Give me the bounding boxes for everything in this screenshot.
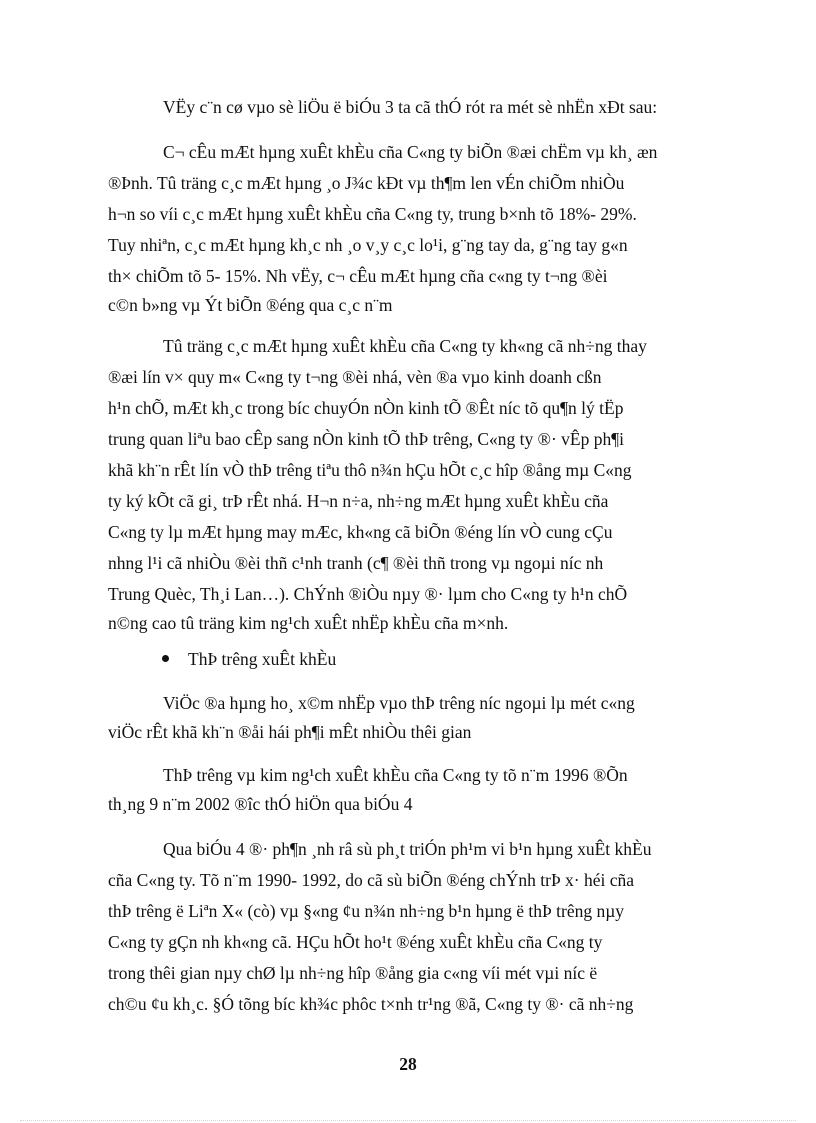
text-line: th¸ng 9 n¨m 2002 ®îc thÓ hiÖn qua biÓu 4 <box>108 794 413 814</box>
text-line: ®Þnh. Tû träng c¸c mÆt hµng ¸o J¾c kÐt vµ th¶m len vÉn chiÕm nhiÒu <box>108 173 625 193</box>
bullet-heading: ThÞ trêng xuÊt khÈu <box>188 649 337 669</box>
text-line: ThÞ trêng vµ kim ng¹ch xuÊt khÈu cña C«ng ty tõ n¨m 1996 ®Õn <box>163 765 628 785</box>
text-line: C¬ cÊu mÆt hµng xuÊt khÈu cña C«ng ty biÕn ®æi chËm vµ kh¸ æn <box>163 142 658 162</box>
text-line: khã kh¨n rÊt lín vÒ thÞ trêng tiªu thô n¾n hÇu hÕt c¸c hîp ®ång mµ C«ng <box>108 460 632 480</box>
text-line: ch©u ¢u kh¸c. §Ó tõng bíc kh¾c phôc t×nh tr¹ng ®ã, C«ng ty ®· cã nh÷ng <box>108 994 634 1014</box>
text-line: h¬n so víi c¸c mÆt hµng xuÊt khÈu cña C«ng ty, trung b×nh tõ 18%- 29%. <box>108 204 637 224</box>
text-line: n©ng cao tû träng kim ng¹ch xuÊt nhËp khÈu cña m×nh. <box>108 613 509 633</box>
text-line: Tû träng c¸c mÆt hµng xuÊt khÈu cña C«ng ty kh«ng cã nh÷ng thay <box>163 336 647 356</box>
page-number: 28 <box>399 1054 417 1074</box>
text-line: h¹n chÕ, mÆt kh¸c trong bíc chuyÓn nÒn kinh tÕ ®Êt níc tõ qu¶n lý tËp <box>108 398 624 418</box>
text-line: C«ng ty lµ mÆt hµng may mÆc, kh«ng cã biÕn ®éng lín vÒ cung cÇu <box>108 522 613 542</box>
text-line: C«ng ty gÇn nh kh«ng cã. HÇu hÕt ho¹t ®éng xuÊt khÈu cña C«ng ty <box>108 932 603 952</box>
text-line: th× chiÕm tõ 5- 15%. Nh vËy, c¬ cÊu mÆt hµng cña c«ng ty t¬ng ®èi <box>108 266 608 286</box>
text-line: Tuy nhiªn, c¸c mÆt hµng kh¸c nh ¸o v¸y c¸c lo¹i, g¨ng tay da, g¨ng tay g«n <box>108 235 628 255</box>
text-line: thÞ trêng ë Liªn X« (cò) vµ §«ng ¢u n¾n nh÷ng b¹n hµng ë thÞ trêng nµy <box>108 901 625 921</box>
page-edge-divider <box>20 1120 796 1121</box>
text-line: Trung Quèc, Th¸i Lan…). ChÝnh ®iÒu nµy ®· lµm cho C«ng ty h¹n chÕ <box>108 584 628 604</box>
text-line: trong thêi gian nµy chØ lµ nh÷ng hîp ®ång gia c«ng víi mét vµi níc ë <box>108 963 598 983</box>
text-line: viÖc rÊt khã kh¨n ®åi hái ph¶i mÊt nhiÒu thêi gian <box>108 722 472 742</box>
text-line: cña C«ng ty. Tõ n¨m 1990- 1992, do cã sù biÕn ®éng chÝnh trÞ x· héi cña <box>108 870 635 890</box>
text-line: ty ký kÕt cã gi¸ trÞ rÊt nhá. H¬n n÷a, nh÷ng mÆt hµng xuÊt khÈu cña <box>108 491 609 511</box>
text-line: ViÖc ®a hµng ho¸ x©m nhËp vµo thÞ trêng níc ngoµi lµ mét c«ng <box>163 693 635 713</box>
text-line: Qua biÓu 4 ®· ph¶n ¸nh râ sù ph¸t triÓn ph¹m vi b¹n hµng xuÊt khÈu <box>163 839 652 859</box>
text-line: VËy c¨n cø vµo sè liÖu ë biÓu 3 ta cã thÓ rót ra mét sè nhËn xÐt sau: <box>163 97 658 117</box>
bullet-icon <box>162 655 169 662</box>
text-line: c©n b»ng vµ Ýt biÕn ®éng qua c¸c n¨m <box>108 295 393 315</box>
text-line: trung quan liªu bao cÊp sang nÒn kinh tÕ thÞ trêng, C«ng ty ®· vÊp ph¶i <box>108 429 625 449</box>
text-line: ®æi lín v× quy m« C«ng ty t¬ng ®èi nhá, vèn ®a vµo kinh doanh cßn <box>108 367 602 387</box>
text-line: nhng l¹i cã nhiÒu ®èi thñ c¹nh tranh (c¶ ®èi thñ trong vµ ngoµi níc nh <box>108 553 604 573</box>
